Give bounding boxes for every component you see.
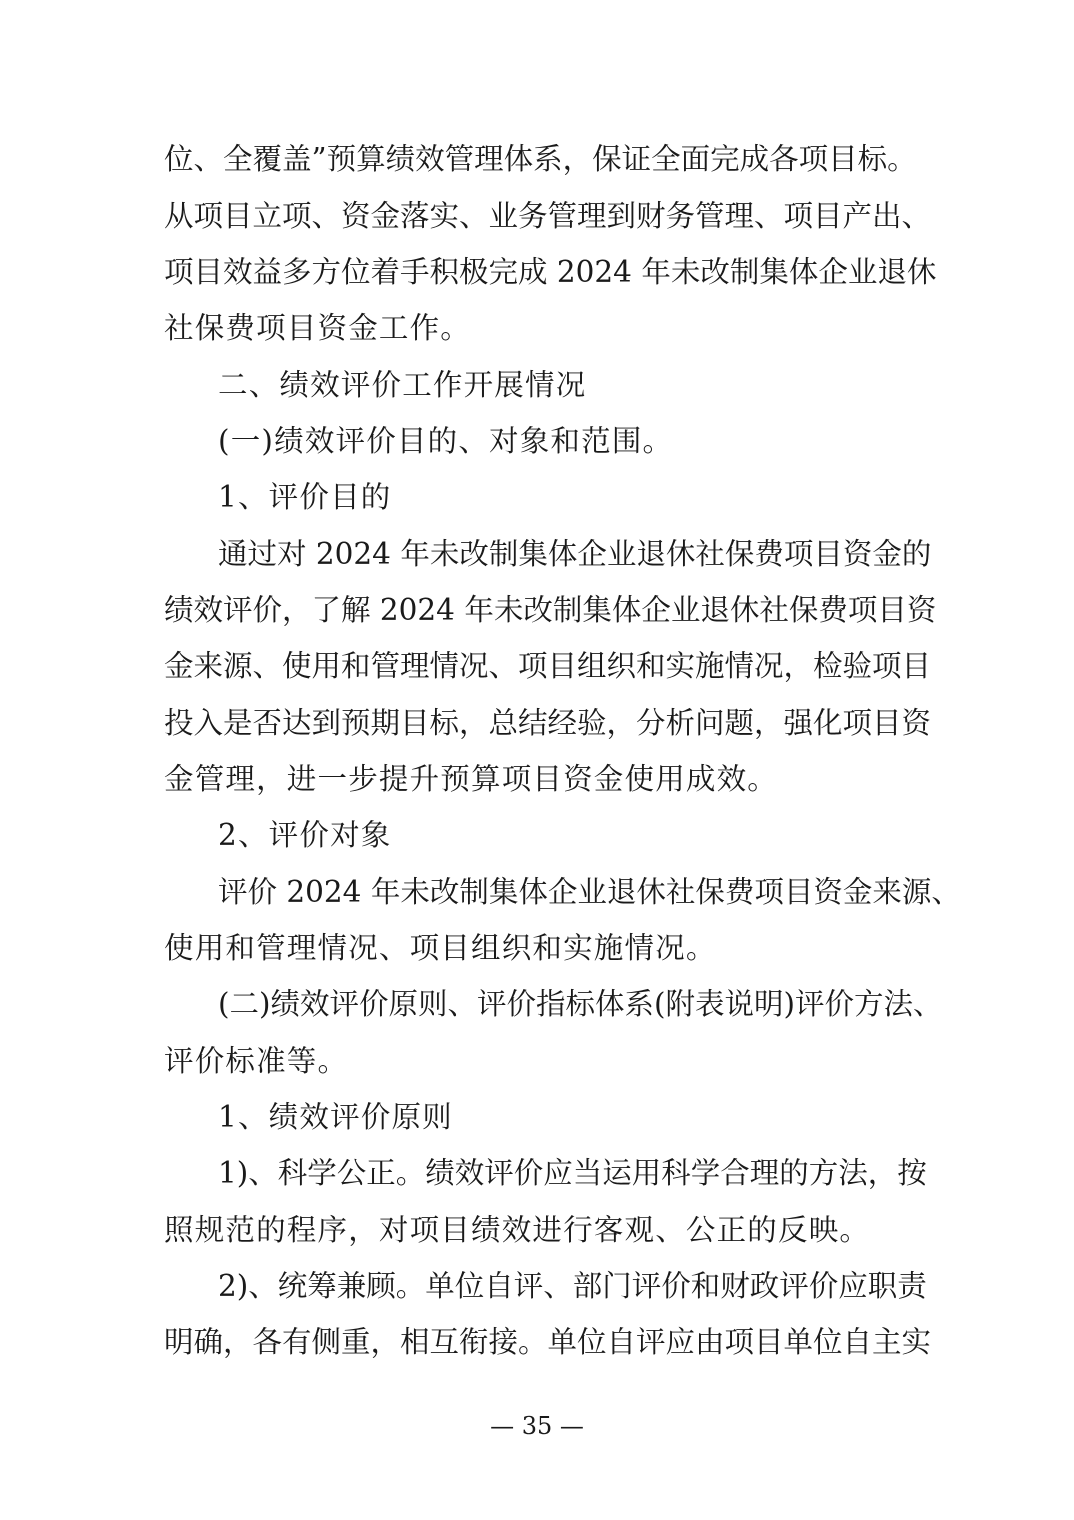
text-line: 从项目立项、资金落实、业务管理到财务管理、项目产出、 [164,199,932,233]
item-heading: 1、评价目的 [218,480,392,514]
item-heading: 2、评价对象 [218,818,392,852]
page-number: — 35 — [490,1412,584,1440]
subsection-heading: (一)绩效评价目的、对象和范围。 [218,424,674,458]
item-heading: 1、绩效评价原则 [218,1100,453,1134]
text-line: 位、全覆盖”预算绩效管理体系，保证全面完成各项目标。 [164,142,917,176]
text-line: 2)、统筹兼顾。单位自评、部门评价和财政评价应职责 [218,1269,927,1303]
text-line: 评价 2024 年未改制集体企业退休社保费项目资金来源、 [218,875,961,909]
text-line: 照规范的程序，对项目绩效进行客观、公正的反映。 [164,1213,871,1247]
section-heading: 二、绩效评价工作开展情况 [218,368,587,402]
text-line: 社保费项目资金工作。 [164,311,472,345]
text-line: 使用和管理情况、项目组织和实施情况。 [164,931,717,965]
text-line: 绩效评价，了解 2024 年未改制集体企业退休社保费项目资 [164,593,937,627]
text-line: 明确，各有侧重，相互衔接。单位自评应由项目单位自主实 [164,1325,932,1359]
text-line: 项目效益多方位着手积极完成 2024 年未改制集体企业退休 [164,255,937,289]
text-line: 金来源、使用和管理情况、项目组织和实施情况，检验项目 [164,649,932,683]
text-line: 通过对 2024 年未改制集体企业退休社保费项目资金的 [218,537,932,571]
subsection-heading: (二)绩效评价原则、评价指标体系(附表说明)评价方法、 [218,987,943,1021]
text-line: 评价标准等。 [164,1044,349,1078]
text-line: 金管理，进一步提升预算项目资金使用成效。 [164,762,779,796]
text-line: 投入是否达到预期目标，总结经验，分析问题，强化项目资 [164,706,932,740]
text-line: 1)、科学公正。绩效评价应当运用科学合理的方法，按 [218,1156,927,1190]
